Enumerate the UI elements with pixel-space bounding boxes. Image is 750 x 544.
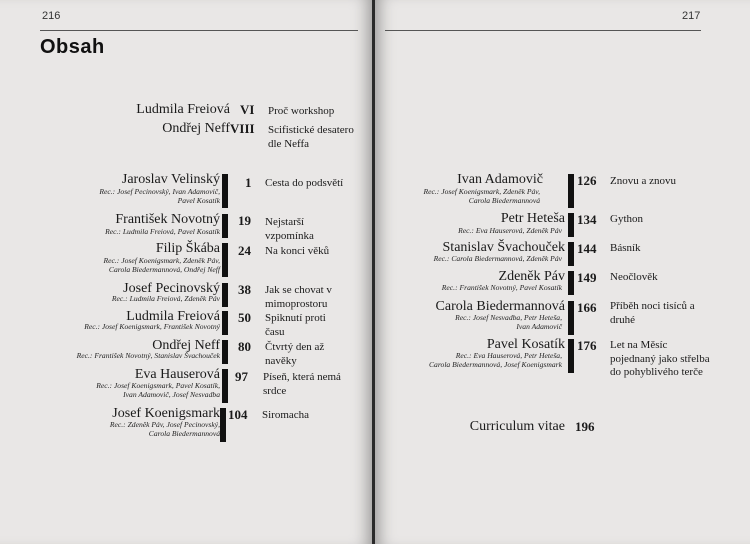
header-rule xyxy=(40,30,358,31)
reviewers-line: Rec.: Ludmila Freiová, Pavel Kosatík xyxy=(105,227,220,236)
entry-bar xyxy=(568,301,574,335)
toc-reviewers xyxy=(110,420,220,439)
curriculum-label: Curriculum vitae xyxy=(469,419,565,434)
toc-title: Nejstarší vzpomínka xyxy=(265,216,314,242)
toc-title: Spiknutí proti času xyxy=(265,312,326,338)
intro-title: Scifistické desatero dle Neffa xyxy=(268,124,354,150)
toc-reviewers xyxy=(424,187,540,206)
toc-title: Cesta do podsvětí xyxy=(265,177,344,189)
reviewers-line: Rec.: František Novotný, Stanislav Švachouček xyxy=(76,351,220,360)
toc-title: Příběh noci tisíců a druhé xyxy=(610,300,695,326)
reviewers-line: Rec.: Josef Pecinovský, Ivan Adamovič, xyxy=(99,187,220,196)
toc-reviewers xyxy=(96,381,220,400)
toc-reviewers xyxy=(77,351,220,360)
toc-page-number: 19 xyxy=(238,213,251,228)
toc-reviewers xyxy=(99,187,220,206)
toc-reviewers xyxy=(455,313,562,332)
reviewers-line: Rec.: František Novotný, Pavel Kosatík xyxy=(441,283,562,292)
reviewers-line: Rec.: Zdeněk Páv, Josef Pecinovský, xyxy=(109,420,220,429)
toc-page-number: 126 xyxy=(577,173,597,188)
intro-page: VI xyxy=(240,102,255,117)
entry-bar xyxy=(222,283,228,307)
reviewers-line: Rec.: Josef Koenigsmark, Pavel Kosatík, xyxy=(96,381,220,390)
curriculum-page: 196 xyxy=(575,419,595,434)
toc-reviewers xyxy=(429,351,562,370)
left-page xyxy=(0,0,372,544)
reviewers-line: Rec.: Eva Hauserová, Petr Heteša, xyxy=(455,351,562,360)
toc-page-number: 80 xyxy=(238,339,251,354)
toc-page-number: 50 xyxy=(238,310,251,325)
toc-page-number: 176 xyxy=(577,338,597,353)
reviewers-line: Rec.: Ludmila Freiová, Zdeněk Páv xyxy=(111,294,220,303)
toc-author: Ondřej Neff xyxy=(152,338,220,353)
entry-bar xyxy=(220,408,226,442)
reviewers-line: Carola Biedermannová, Ondřej Neff xyxy=(108,265,220,275)
entry-bar xyxy=(222,174,228,208)
toc-title: Na konci věků xyxy=(265,245,330,257)
entry-bar xyxy=(568,242,574,266)
reviewers-line: Pavel Kosatík xyxy=(177,196,220,206)
reviewers-line: Rec.: Eva Hauserová, Zdeněk Páv xyxy=(458,226,562,235)
toc-title: Čtvrtý den až navěky xyxy=(265,341,325,367)
toc-author: Jaroslav Velinský xyxy=(121,172,220,187)
entry-bar xyxy=(568,271,574,295)
toc-reviewers xyxy=(434,254,562,263)
toc-page-number: 166 xyxy=(577,300,597,315)
toc-reviewers xyxy=(458,226,562,235)
toc-title: Neočlověk xyxy=(610,271,658,283)
toc-reviewers xyxy=(84,322,220,331)
reviewers-line: Rec.: Josef Koenigsmark, František Novotný xyxy=(84,322,220,331)
entry-bar xyxy=(222,214,228,238)
reviewers-line: Ivan Adamovič, Josef Nesvadba xyxy=(123,390,220,400)
page-title: Obsah xyxy=(40,36,105,58)
entry-bar xyxy=(568,339,574,373)
toc-page-number: 97 xyxy=(235,369,248,384)
toc-page-number: 144 xyxy=(577,241,597,256)
toc-author: Pavel Kosatík xyxy=(486,337,565,352)
reviewers-line: Carola Biedermannová xyxy=(148,429,220,439)
intro-author: Ondřej Neff xyxy=(162,121,230,136)
toc-title: Znovu a znovu xyxy=(610,175,676,187)
intro-page: VIII xyxy=(230,121,255,136)
toc-author: Filip Škába xyxy=(155,241,220,256)
toc-author: Carola Biedermannová xyxy=(435,299,565,314)
toc-author: Eva Hauserová xyxy=(134,367,220,382)
entry-bar xyxy=(568,174,574,208)
entry-bar xyxy=(568,213,574,237)
toc-title: Básník xyxy=(610,242,641,254)
toc-author: František Novotný xyxy=(115,212,220,227)
toc-author: Ludmila Freiová xyxy=(126,309,220,324)
right-page xyxy=(375,0,750,544)
toc-reviewers xyxy=(105,227,220,236)
reviewers-line: Rec.: Josef Koenigsmark, Zdeněk Páv, xyxy=(103,256,220,265)
toc-title: Gython xyxy=(610,213,643,225)
reviewers-line: Ivan Adamovič xyxy=(516,322,562,332)
toc-title: Jak se chovat v mimoprostoru xyxy=(265,284,332,310)
page-number: 217 xyxy=(682,10,701,22)
toc-author: Petr Heteša xyxy=(500,211,565,226)
toc-title: Siromacha xyxy=(262,409,310,421)
toc-page-number: 149 xyxy=(577,270,597,285)
reviewers-line: Carola Biedermannová xyxy=(468,196,540,206)
toc-reviewers xyxy=(104,256,220,275)
intro-author: Ludmila Freiová xyxy=(136,102,230,117)
toc-title: Píseň, která nemá srdce xyxy=(263,371,341,397)
toc-page-number: 1 xyxy=(245,175,252,190)
toc-page-number: 104 xyxy=(228,407,248,422)
intro-title: Proč workshop xyxy=(268,105,335,117)
page-number: 216 xyxy=(42,10,61,22)
toc-author: Zdeněk Páv xyxy=(498,269,565,284)
entry-bar xyxy=(222,311,228,335)
entry-bar xyxy=(222,340,228,364)
toc-page-number: 134 xyxy=(577,212,597,227)
toc-author: Stanislav Švachouček xyxy=(442,240,565,255)
toc-page-number: 38 xyxy=(238,282,251,297)
toc-page-number: 24 xyxy=(238,243,251,258)
entry-bar xyxy=(222,243,228,277)
toc-reviewers xyxy=(442,283,562,292)
reviewers-line: Rec.: Carola Biedermannová, Zdeněk Páv xyxy=(433,254,562,263)
header-rule xyxy=(385,30,701,31)
toc-reviewers xyxy=(112,294,220,303)
toc-author: Josef Koenigsmark xyxy=(112,406,220,421)
reviewers-line: Carola Biedermannová, Josef Koenigsmark xyxy=(428,360,562,370)
toc-title: Let na Měsíc pojednaný jako střelba do pohyblivého terče xyxy=(610,339,710,378)
toc-author: Josef Pecinovský xyxy=(123,281,220,296)
entry-bar xyxy=(222,369,228,403)
toc-author: Ivan Adamovič xyxy=(457,172,543,187)
reviewers-line: Rec.: Josef Nesvadba, Petr Heteša, xyxy=(455,313,562,322)
reviewers-line: Rec.: Josef Koenigsmark, Zdeněk Páv, xyxy=(423,187,540,196)
